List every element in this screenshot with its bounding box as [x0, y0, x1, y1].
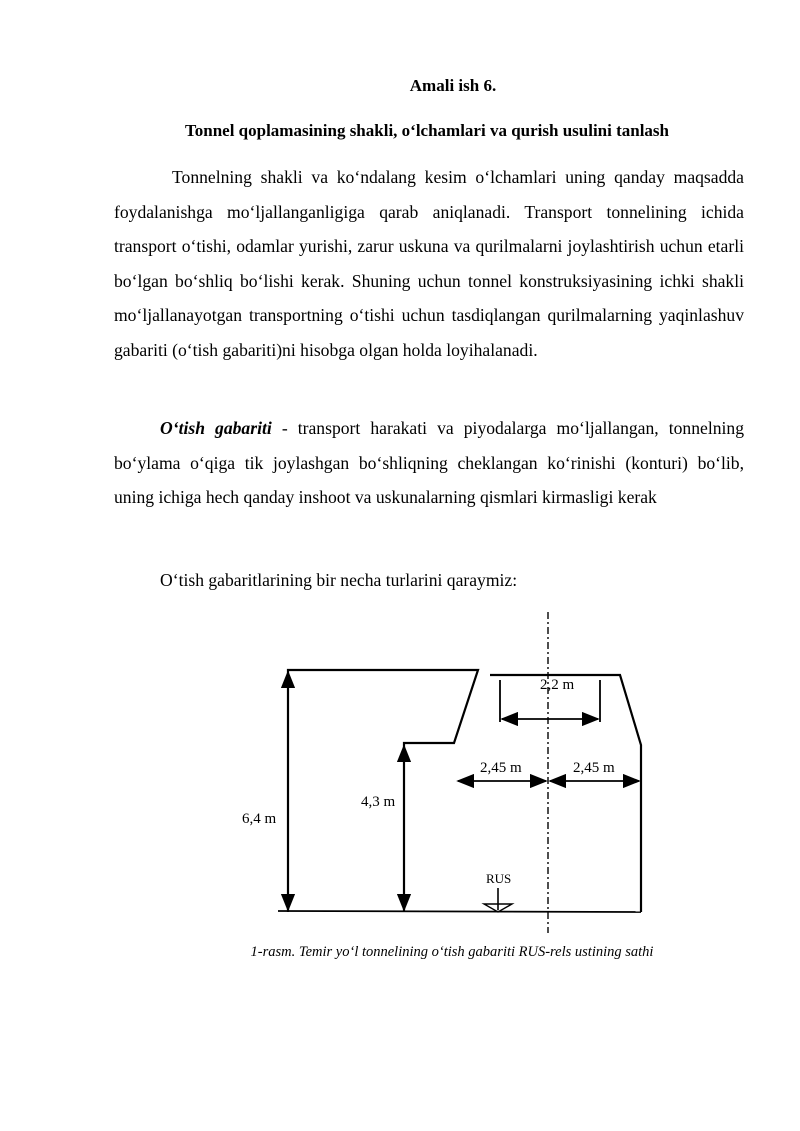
gauge-outline-right — [490, 675, 641, 912]
gauge-outline — [288, 670, 478, 912]
page-title: Amali ish 6. — [409, 76, 497, 95]
term-otish-gabariti: O‘tish gabariti — [160, 418, 272, 438]
paragraph-2 — [114, 411, 744, 515]
paragraph-2-text: - transport harakati va piyodalarga mo‘ljallangan, tonnelning bo‘ylama o‘qiga tik joylashgan bo‘shliqning cheklangan ko‘rinishi (konturi) bo‘lib, uning ichiga hech qanday inshoot va uskunalarning qismlari kirmasligi kerak — [114, 418, 744, 507]
paragraph-1: Tonnelning shakli va ko‘ndalang kesim o‘lchamlari uning qanday maqsadda foydalanishga mo‘ljallanganligiga qarab aniqlanadi. Transport tonnelining ichida transport o‘tishi, odamlar yurishi, zarur uskuna va qurilmalarni joylashtirish uchun etarli bo‘lgan bo‘shliq bo‘lishi kerak. Shuning uchun tonnel konstruksiyasining ichki shakli mo‘ljallanayotgan transportning o‘tishi uchun tasdiqlangan qurilmalarning yaqinlashuv gabariti (o‘tish gabariti)ni hisobga olgan holda loyihalanadi. — [114, 167, 744, 360]
label-height-total: 6,4 m — [242, 811, 277, 827]
clearance-gauge-figure — [0, 600, 800, 940]
page-subtitle: Tonnel qoplamasining shakli, o‘lchamlari va qurish usulini tanlash — [184, 121, 670, 140]
figure-caption: 1-rasm. Temir yo‘l tonnelining o‘tish gabariti RUS-rels ustining sathi — [250, 944, 654, 960]
label-top-width: 2,2 m — [540, 677, 575, 693]
label-left-half: 2,45 m — [480, 760, 522, 776]
paragraph-3: O‘tish gabaritlarining bir necha turlarini qaraymiz: — [160, 570, 518, 590]
label-height-platform: 4,3 m — [361, 794, 396, 810]
base-line — [278, 911, 641, 912]
label-rus: RUS — [486, 871, 512, 886]
label-right-half: 2,45 m — [573, 760, 615, 776]
